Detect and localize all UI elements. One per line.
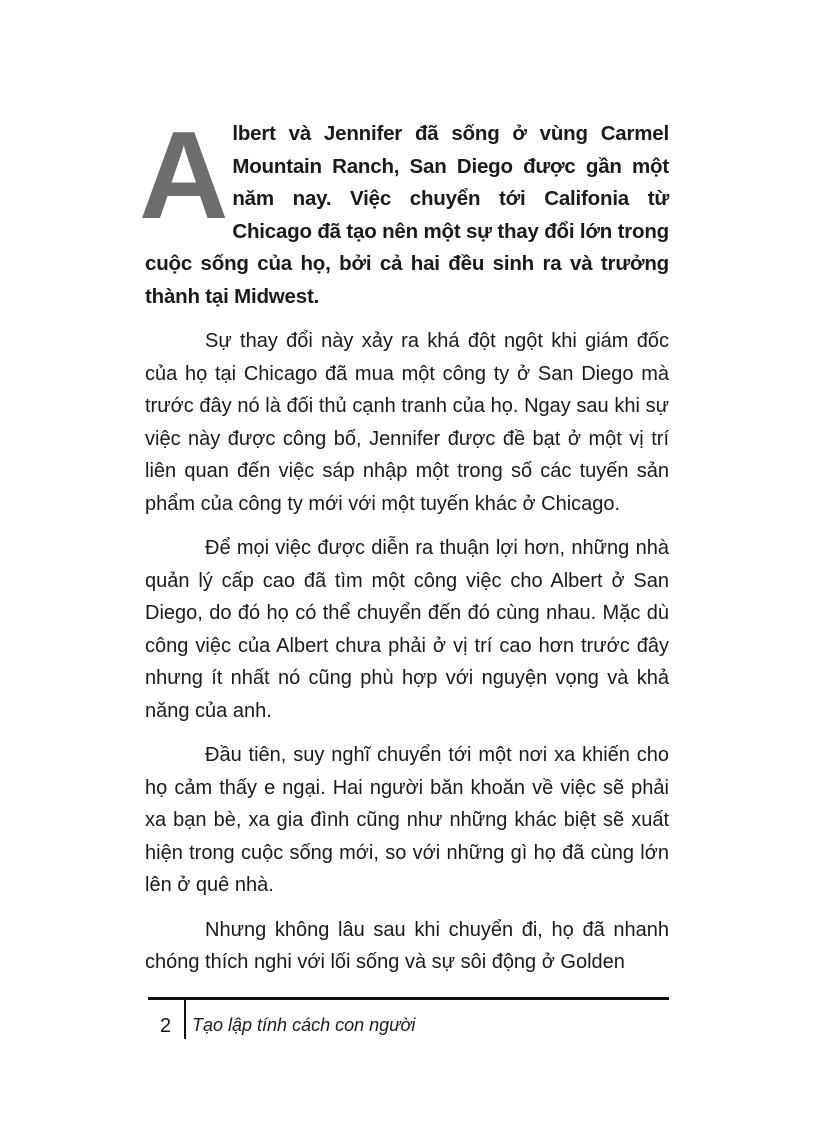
lead-paragraph-text: lbert và Jennifer đã sống ở vùng Carmel Mountain Ranch, San Diego được gần một năm nay. Việc chuyển tới Califonia từ Chicago đã tạo nên một sự thay đổi lớn trong cuộc sống của họ, bởi cả hai đều sinh ra và trưởng thành tại Midwest. bbox=[145, 122, 669, 308]
body-paragraph-1: Sự thay đổi này xảy ra khá đột ngột khi giám đốc của họ tại Chicago đã mua một công ty ở San Diego mà trước đây nó là đối thủ cạnh tranh của họ. Ngay sau khi sự việc này được công bố, Jennifer được đề bạt ở một vị trí liên quan đến việc sáp nhập một trong số các tuyến sản phẩm của công ty mới với một tuyến khác ở Chicago. bbox=[145, 330, 669, 515]
footer-vertical-divider bbox=[184, 999, 186, 1039]
drop-cap-letter: A bbox=[139, 107, 229, 245]
footer-divider bbox=[148, 997, 669, 1000]
main-text-block bbox=[139, 107, 669, 991]
running-title: Tạo lập tính cách con người bbox=[192, 1015, 416, 1035]
page-number: 2 bbox=[160, 1015, 172, 1037]
body-paragraph-2: Để mọi việc được diễn ra thuận lợi hơn, những nhà quản lý cấp cao đã tìm một công việc cho Albert ở San Diego, do đó họ có thể chuyển đến đó cùng nhau. Mặc dù công việc của Albert chưa phải ở vị trí cao hơn trước đây nhưng ít nhất nó cũng phù hợp với nguyện vọng và khả năng của anh. bbox=[145, 537, 669, 722]
lead-paragraph bbox=[139, 107, 669, 313]
body-paragraph-3: Đầu tiên, suy nghĩ chuyển tới một nơi xa khiến cho họ cảm thấy e ngại. Hai người băn khoăn về việc sẽ phải xa bạn bè, xa gia đình cũng như những khác biệt sẽ xuất hiện trong cuộc sống mới, so với những gì họ đã cùng lớn lên ở quê nhà. bbox=[145, 744, 669, 896]
body-paragraph-4: Nhưng không lâu sau khi chuyển đi, họ đã nhanh chóng thích nghi với lối sống và sự sôi động ở Golden bbox=[145, 918, 669, 973]
